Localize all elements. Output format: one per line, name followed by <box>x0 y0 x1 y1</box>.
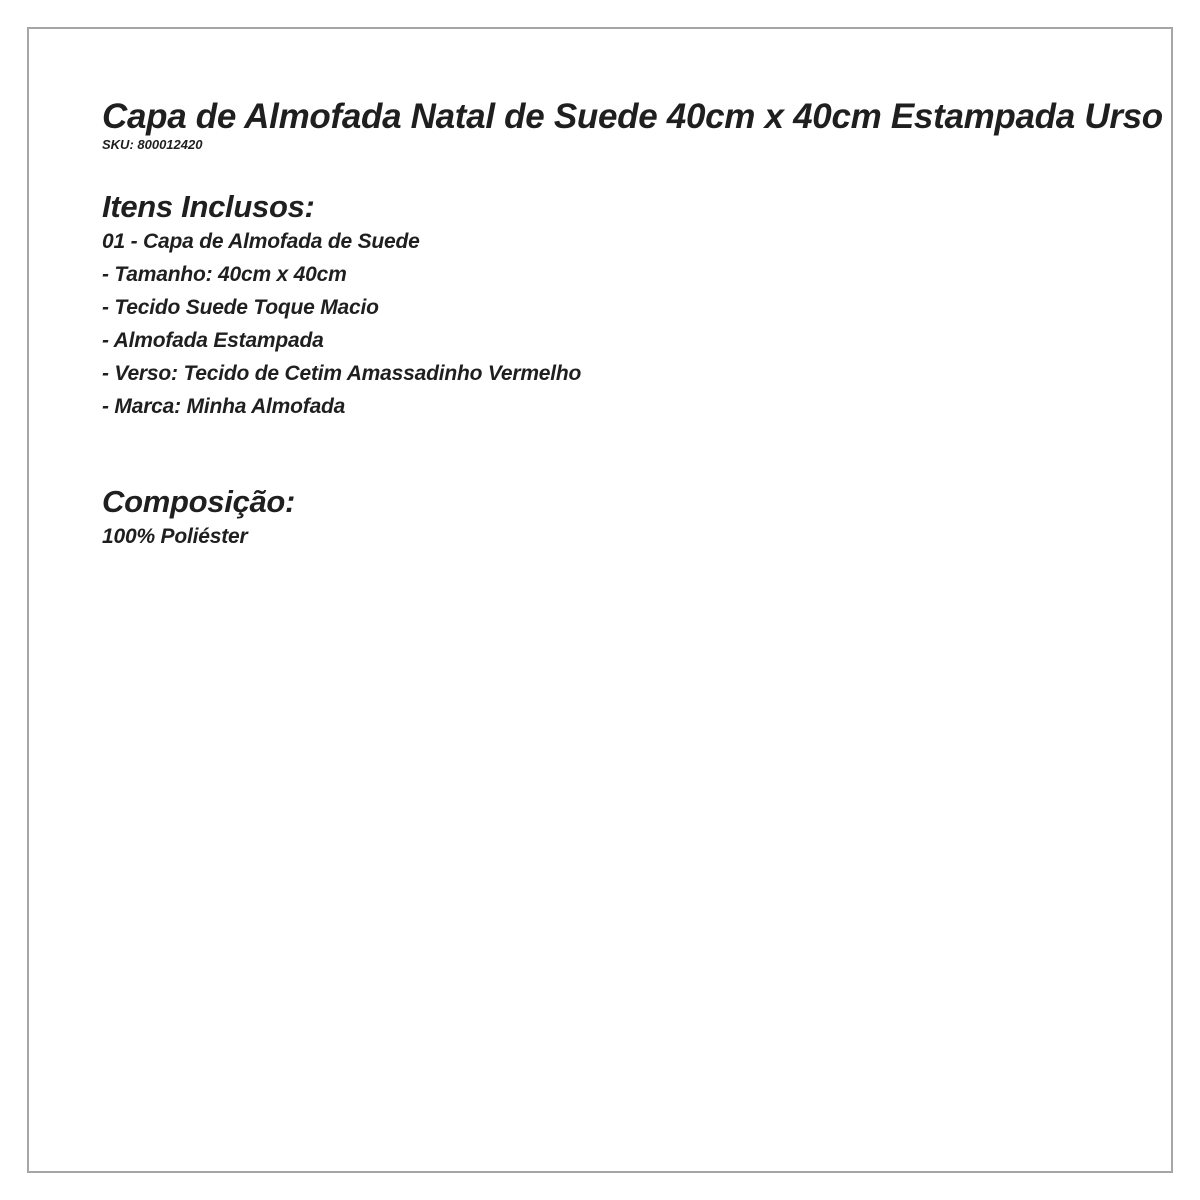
product-sku: SKU: 800012420 <box>102 137 203 152</box>
list-item: - Almofada Estampada <box>102 329 324 352</box>
list-item: 01 - Capa de Almofada de Suede <box>102 230 420 253</box>
product-description-frame <box>27 27 1173 1173</box>
product-title: Capa de Almofada Natal de Suede 40cm x 40cm Estampada Urso <box>102 97 1163 136</box>
composition-value: 100% Poliéster <box>102 525 248 548</box>
list-item: - Tecido Suede Toque Macio <box>102 296 379 319</box>
product-description-content <box>102 97 1171 553</box>
list-item: - Verso: Tecido de Cetim Amassadinho Vermelho <box>102 362 582 385</box>
list-item: - Tamanho: 40cm x 40cm <box>102 263 347 286</box>
items-included-heading: Itens Inclusos: <box>102 189 315 224</box>
composition-heading: Composição: <box>102 484 296 519</box>
items-included-list <box>102 225 1171 423</box>
list-item: - Marca: Minha Almofada <box>102 395 346 418</box>
